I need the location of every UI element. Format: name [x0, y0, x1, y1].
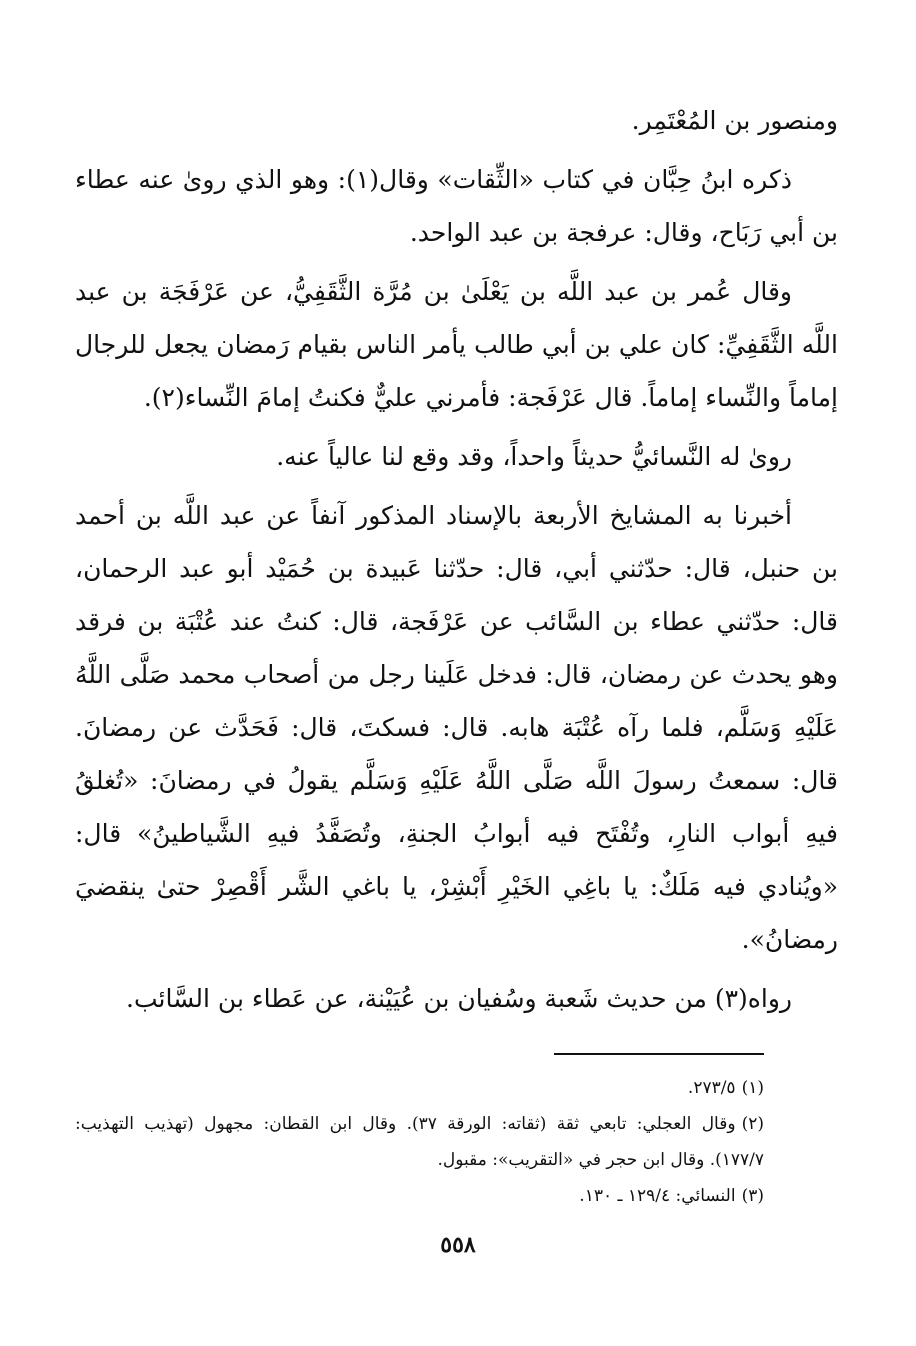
footnote-number: (١) — [741, 1078, 764, 1098]
footnote-text: النسائي: ١٢٩/٤ ـ ١٣٠. — [579, 1186, 736, 1206]
footnote-1 — [75, 1070, 764, 1106]
footnote-3 — [75, 1178, 764, 1214]
paragraph-6: رواه(٣) من حديث شَعبة وسُفيان بن عُيَيْنة، عن عَطاء بن السَّائب. — [126, 984, 792, 1013]
paragraph-5: أخبرنا به المشايخ الأربعة بالإسناد المذكور آنفاً عن عبد اللَّه بن أحمد بن حنبل، قال: حدّثني أبي، قال: حدّثنا عَبيدة بن حُمَيْد أبو عبد الرحمان، قال: حدّثني عطاء بن السَّائب عن عَرْفَجة، قال: كنتُ عند عُتْبَة بن فرقد وهو يحدث عن رمضان، قال: فدخل عَلَينا رجل من أصحاب محمد صَلَّى اللَّهُ عَلَيْهِ وَسَلَّم، فلما رآه عُتْبَة هابه. قال: فسكتَ، قال: فَحَدَّث عن رمضانَ. قال: سمعتُ رسولَ اللَّه صَلَّى اللَّهُ عَلَيْهِ وَسَلَّم يقولُ في رمضانَ: «تُغلقُ فيهِ أبواب النارِ، وتُفْتَح فيه أبوابُ الجنةِ، وتُصَفَّدُ فيهِ الشَّياطينُ» قال: «ويُنادي فيه مَلَكٌ: يا باغِي الخَيْرِ أَبْشِرْ، يا باغي الشَّر أَقْصِرْ حتىٰ ينقضيَ رمضانُ». — [75, 501, 838, 954]
footnote-separator — [554, 1053, 764, 1055]
footnotes — [75, 1070, 764, 1214]
footnote-number: (٢) — [741, 1114, 764, 1134]
paragraph-4: روىٰ له النَّسائيُّ حديثاً واحداً، وقد وقع لنا عالياً عنه. — [276, 442, 792, 471]
paragraph-1: ومنصور بن المُعْتَمِر. — [631, 106, 838, 135]
footnote-number: (٣) — [741, 1186, 764, 1206]
paragraph-3: وقال عُمر بن عبد اللَّه بن يَعْلَىٰ بن مُرَّة الثَّقَفِيُّ، عن عَرْفَجَة بن عبد اللَّه الثَّقَفِيِّ: كان علي بن أبي طالب يأمر الناس بقيام رَمضان يجعل للرجال إماماً والنِّساء إماماً. قال عَرْفَجة: فأمرني عليٌّ فكنتُ إمامَ النِّساء(٢). — [75, 277, 838, 412]
footnote-text: وقال العجلي: تابعي ثقة (ثقاته: الورقة ٣٧). وقال ابن القطان: مجهول (تهذيب التهذيب: ١٧٧/٧). وقال ابن حجر في «التقريب»: مقبول. — [75, 1114, 764, 1170]
footnote-text: ٢٧٣/٥. — [687, 1078, 736, 1098]
footnote-2 — [75, 1106, 764, 1178]
page-number: ٥٥٨ — [440, 1232, 476, 1258]
main-text — [75, 94, 838, 1025]
paragraph-2: ذكره ابنُ حِبَّان في كتاب «الثِّقات» وقال(١): وهو الذي روىٰ عنه عطاء بن أبي رَبَاح، وقال: عرفجة بن عبد الواحد. — [75, 165, 838, 247]
